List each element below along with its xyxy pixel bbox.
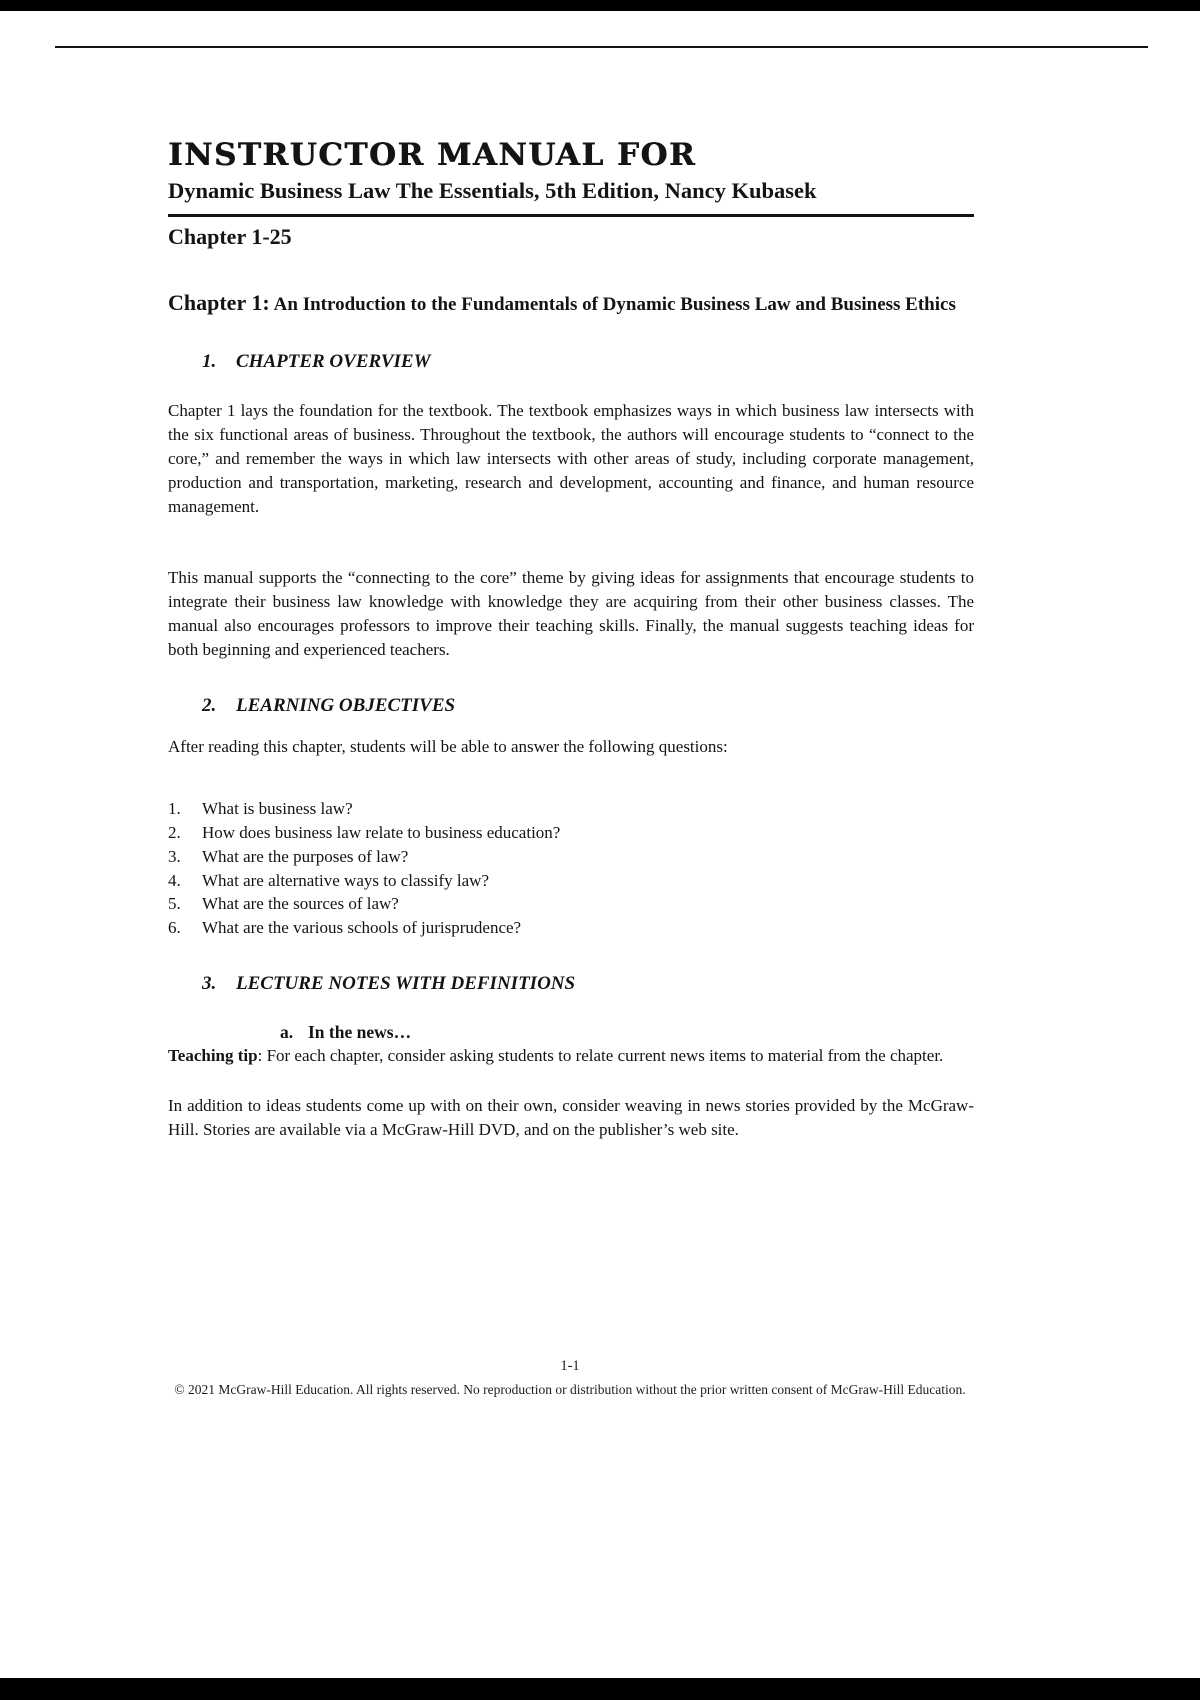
objective-number: 2. [168,822,181,842]
objective-text: What are the sources of law? [202,894,399,914]
manual-title: INSTRUCTOR MANUAL FOR [168,137,697,173]
subsection-a-heading [280,1022,974,1043]
objective-number: 3. [168,846,181,866]
teaching-tip-text: : For each chapter, consider asking students to relate current news items to material from the chapter. [257,1045,944,1065]
objective-text: What is business law? [202,799,353,819]
top-horizontal-rule [55,46,1148,48]
objective-item [168,845,974,869]
bottom-black-bar [0,1678,1200,1700]
objective-item [168,916,974,940]
book-subtitle: Dynamic Business Law The Essentials, 5th Edition, Nancy Kubasek [168,177,974,217]
page-footer [160,1356,980,1400]
objective-text: What are alternative ways to classify law? [202,870,489,890]
subsection-a-label: a. [280,1021,294,1042]
objective-item [168,892,974,916]
section1-paragraph-1: Chapter 1 lays the foundation for the textbook. The textbook emphasizes ways in which business law intersects with the six functional areas of business. Throughout the textbook, the authors will encourage students to “connect to the core,” and remember the ways in which law intersects with other areas of study, including corporate management, production and transportation, marketing, research and development, accounting and finance, and human resource management. [168,400,974,517]
section3-paragraph: In addition to ideas students come up with on their own, consider weaving in news stories provided by the McGraw-Hill. Stories are available via a McGraw-Hill DVD, and on the publisher’s web site. [168,1096,974,1140]
objectives-list [168,797,974,940]
objective-item [168,797,974,821]
section3-number: 3. [202,972,217,994]
objective-number: 5. [168,894,181,914]
teaching-tip-label: Teaching tip [168,1045,258,1065]
section3-heading [202,973,974,995]
section1-title: CHAPTER OVERVIEW [236,350,431,372]
page-content [168,138,974,1142]
teaching-tip-paragraph [168,1044,974,1068]
section1-paragraph-2: This manual supports the “connecting to the core” theme by giving ideas for assignments that encourage students to integrate their business law knowledge with knowledge they are acquiring from their other business classes. The manual also encourages professors to improve their teaching skills. Finally, the manual suggests teaching ideas for both beginning and experienced teachers. [168,567,974,659]
section1-heading [202,351,974,373]
section2-heading [202,695,974,717]
section3-title: LECTURE NOTES WITH DEFINITIONS [236,972,576,994]
objective-number: 1. [168,799,181,819]
chapter-range: Chapter 1-25 [168,224,292,250]
objective-text: How does business law relate to business education? [202,822,561,842]
objective-item [168,821,974,845]
section2-title: LEARNING OBJECTIVES [236,695,456,717]
copyright-notice: © 2021 McGraw-Hill Education. All rights reserved. No reproduction or distribution without the prior written consent of McGraw-Hill Education. [174,1381,966,1397]
objective-number: 4. [168,870,181,890]
objectives-intro: After reading this chapter, students will be able to answer the following questions: [168,737,728,757]
objective-text: What are the purposes of law? [202,846,409,866]
section1-number: 1. [202,350,217,372]
chapter1-heading [168,288,974,318]
objective-number: 6. [168,918,181,938]
objective-text: What are the various schools of jurisprudence? [202,918,522,938]
section2-number: 2. [202,695,217,717]
top-black-bar [0,0,1200,11]
objective-item [168,869,974,893]
subsection-a-title: In the news… [308,1021,412,1042]
chapter1-title: An Introduction to the Fundamentals of Dynamic Business Law and Business Ethics [273,294,956,316]
page-number: 1-1 [560,1358,580,1374]
chapter1-label: Chapter 1: [168,290,270,316]
